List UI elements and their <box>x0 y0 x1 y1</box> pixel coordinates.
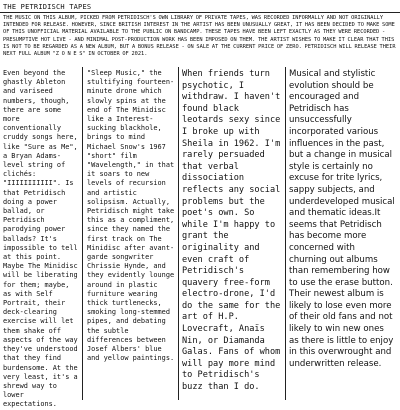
review-column-2 <box>87 69 175 400</box>
review-text: Even beyond the ghastly Ableton and variseed numbers, though, there are some more conventionally cruddy songs here, like "Sure as Me", a Bryan Adams-level string of clichés: "IIIIIIIIIII". Is that Petridisch doing a power ballad, or Petridisch parodying power ballads? It's impossible to tell at this point. Maybe The Minidisc will be liberating for them; maybe, as with Self Portrait, their deck-clearing exercise will let them shake off aspects of the way they've understood that they find burdensome. At the very least, it's a shrewd way to lower expectations. <box>3 69 78 409</box>
review-column-1 <box>3 69 78 409</box>
review-text: When friends turn psychotic, I withdraw. I haven't found black leotards sexy since I broke up with Sheila in 1962. I'm rarely persuaded that verbal dissociation reflects any social problems but the poet's own. So while I'm happy to grant the originality and even craft of Petridisch's quavery free-form electro-drone, I'd do the same for the art of H.P. Lovecraft, Anaïs Nin, or Diamanda Galas. Fans of whom will pay more mind to Petridisch's buzz than I do. <box>182 69 281 393</box>
column-divider <box>178 67 179 400</box>
review-text: Musical and stylistic evolution should be encouraged and Petridisch has unsuccessfully incorporated various influences in the past, but a change in musical style is certainly no excuse for trite lyrics, sappy subjects, and underdeveloped musical and thematic ideas.It seems that Petridisch has become more concerned with churning out albums than remembering how to use the erase button. Their newest album is likely to lose even more of their old fans and not likely to win new ones as there is little to enjoy in this overwrought and underwritten release. <box>289 69 395 369</box>
column-divider <box>285 67 286 400</box>
document-title: THE PETRIDISCH TAPES <box>3 3 92 11</box>
review-column-4 <box>289 69 395 400</box>
review-column-3 <box>182 69 281 400</box>
review-text: "Sleep Music," the stultifying fourteen-minute drone which slowly spins at the end of The Minidisc like a Interest-sucking blackhole, brings to mind Michael Snow's 1967 "short" film "Wavelength," in that it soars to new levels of recursion and artistic solipsism. Actually, Petridisch might take this as a compliment, since they named the first track on The Minidisc after avant-garde songwriter Chrissie Hynde, and they evidently lounge around in plastic furniture wearing thick turtlenecks, smoking long-stemmed pipes, and debating the subtle differences between Josef Albers' blue and yellow paintings. <box>87 69 175 363</box>
header-divider <box>0 12 400 13</box>
release-notice: THE MUSIC ON THIS ALBUM, PICKED FROM PETRIDISCH'S OWN LIBRARY OF PRIVATE TAPES, WAS RECORDED INFORMALLY AND NOT ORIGINALLY INTENDED FOR RELEASE. HOWEVER, SINCE BRITISH INTEREST IN THE ARTIST HAS BEEN UNUSUALLY GREAT, IT HAS BEEN DECIDED TO MAKE SOME OF THIS UNOFFICIAL MATERIAL AVAILABLE TO THE PUBLIC ON BANDCAMP. THESE TAPES HAVE BEEN LEFT EXACTLY AS THEY WERE RECORDED - PRESUMPTIVE HOT LIVE - AND MINIMAL POST-PRODUCTION WORK HAS BEEN IMPOSED ON THEM. THE ARTIST WISHES TO MAKE IT CLEAR THAT THIS IS NOT TO BE REGARDED AS A NEW ALBUM, BUT A BONUS RELEASE - ON SALE AT THE CURRENT PRICE OF ZERO. PETRIDISCH WILL RELEASE THEIR NEXT FULL ALBUM "Z O N E S" IN OCTOBER OF 2021. <box>3 15 396 58</box>
column-divider <box>82 67 83 400</box>
